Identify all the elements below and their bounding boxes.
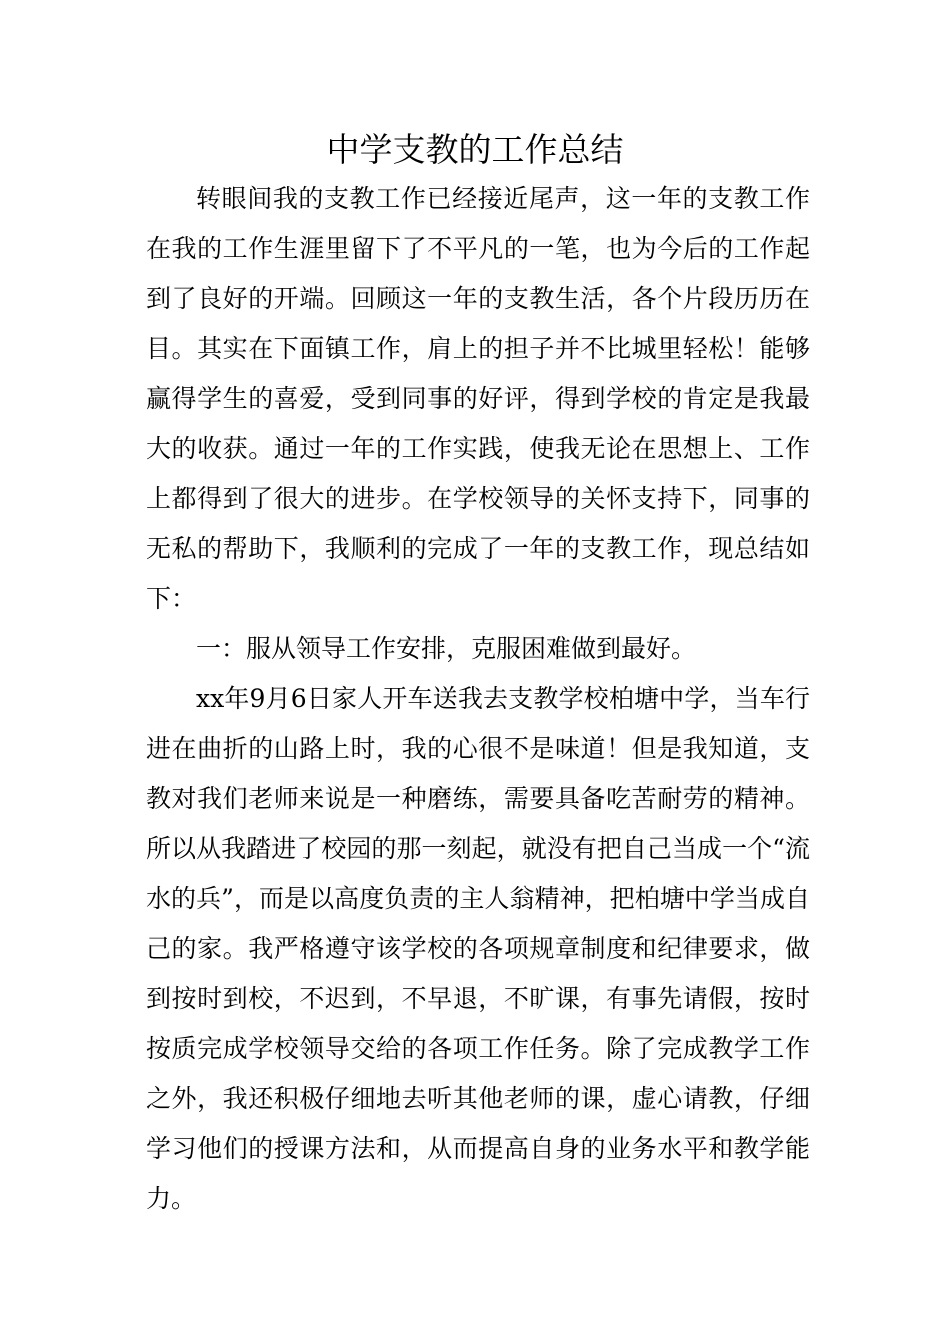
document-title: 中学支教的工作总结 bbox=[326, 130, 624, 169]
paragraph-intro: 转眼间我的支教工作已经接近尾声，这一年的支教工作在我的工作生涯里留下了不平凡的一笔，也为今后的工作起到了良好的开端。回顾这一年的支教生活，各个片段历历在目。其实在下面镇工作，肩上的担子并不比城里轻松！能够赢得学生的喜爱，受到同事的好评，得到学校的肯定是我最大的收获。通过一年的工作实践，使我无论在思想上、工作上都得到了很大的进步。在学校领导的关怀支持下，同事的无私的帮助下，我顺利的完成了一年的支教工作，现总结如下： bbox=[146, 184, 810, 613]
paragraph-section-heading: 一：服从领导工作安排，克服困难做到最好。 bbox=[196, 634, 697, 663]
document-body bbox=[146, 174, 810, 1224]
paragraph-section-body: xx年9月6日家人开车送我去支教学校柏塘中学，当车行进在曲折的山路上时，我的心很不是味道！但是我知道，支教对我们老师来说是一种磨练，需要具备吃苦耐劳的精神。所以从我踏进了校园的那一刻起，就没有把自己当成一个“流水的兵”，而是以高度负责的主人翁精神，把柏塘中学当成自己的家。我严格遵守该学校的各项规章制度和纪律要求，做到按时到校，不迟到，不早退，不旷课，有事先请假，按时按质完成学校领导交给的各项工作任务。除了完成教学工作之外，我还积极仔细地去听其他老师的课，虚心请教，仔细学习他们的授课方法和，从而提高自身的业务水平和教学能力。 bbox=[146, 684, 810, 1213]
